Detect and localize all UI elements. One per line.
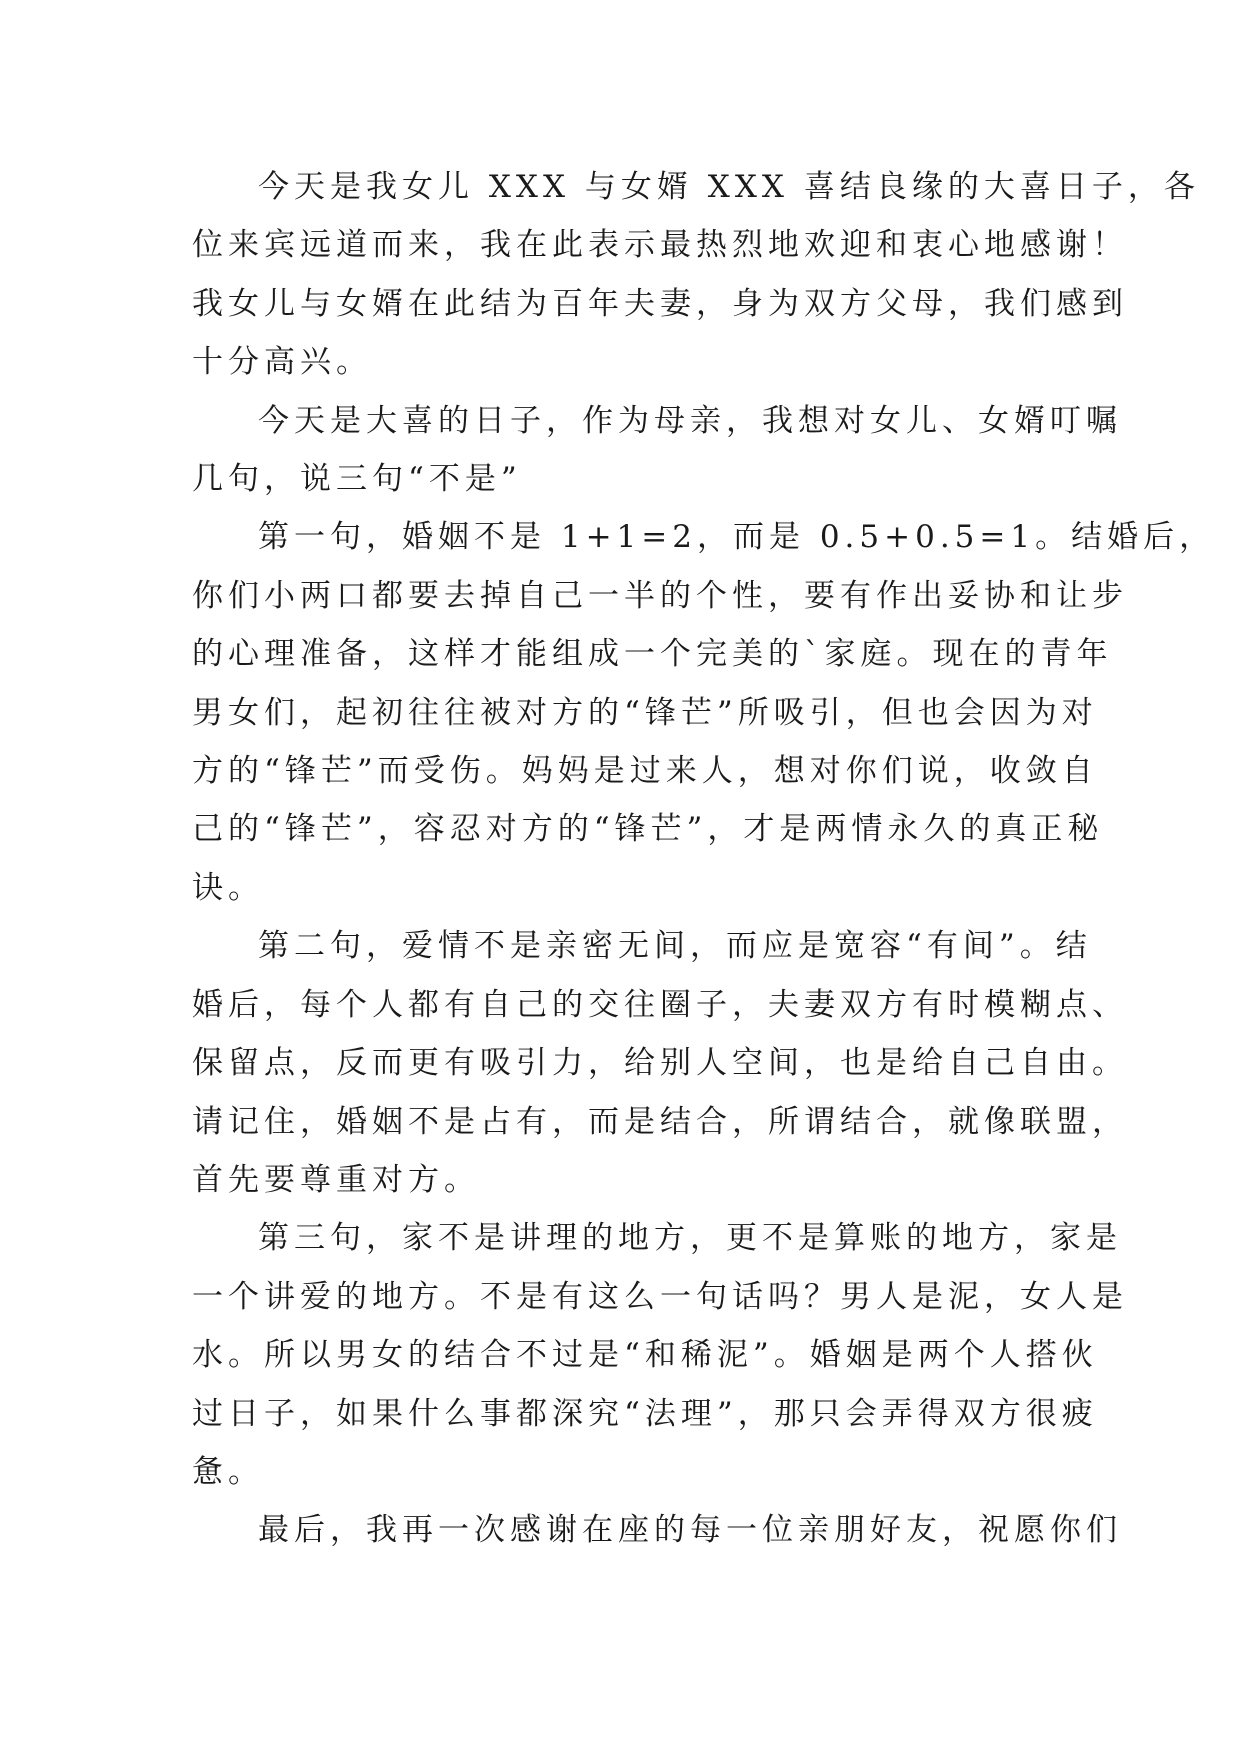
- text-line: 第三句，家不是讲理的地方，更不是算账的地方，家是: [258, 1220, 1122, 1257]
- text-line: 我女儿与女婿在此结为百年夫妻，身为双方父母，我们感到: [192, 285, 1128, 322]
- text-line: 婚后，每个人都有自己的交往圈子，夫妻双方有时模糊点、: [192, 986, 1128, 1023]
- text-line: 己的“锋芒”，容忍对方的“锋芒”，才是两情永久的真正秘: [192, 811, 1104, 848]
- paragraph-second-point: [192, 917, 1128, 1209]
- text-line: 诀。: [192, 869, 264, 906]
- text-line: 今天是大喜的日子，作为母亲，我想对女儿、女婿叮嘱: [258, 402, 1122, 439]
- text-line: 第一句，婚姻不是 1+1=2，而是 0.5+0.5=1。结婚后，: [258, 519, 1216, 556]
- text-line: 第二句，爱情不是亲密无间，而应是宽容“有间”。结: [258, 928, 1092, 965]
- paragraph-intro: [192, 392, 1122, 509]
- text-line: 过日子，如果什么事都深究“法理”，那只会弄得双方很疲: [192, 1395, 1098, 1432]
- speech-text: [192, 158, 1216, 1560]
- text-line: 一个讲爱的地方。不是有这么一句话吗？男人是泥，女人是: [192, 1278, 1128, 1315]
- text-line: 惫。: [192, 1453, 264, 1490]
- text-line: 你们小两口都要去掉自己一半的个性，要有作出妥协和让步: [192, 577, 1128, 614]
- text-line: 男女们，起初往往被对方的“锋芒”所吸引，但也会因为对: [192, 694, 1098, 731]
- paragraph-closing: [192, 1501, 1122, 1559]
- paragraph-third-point: [192, 1209, 1128, 1501]
- text-line: 的心理准备，这样才能组成一个完美的`家庭。现在的青年: [192, 636, 1113, 673]
- text-line: 最后，我再一次感谢在座的每一位亲朋好友，祝愿你们: [258, 1512, 1122, 1549]
- text-line: 方的“锋芒”而受伤。妈妈是过来人，想对你们说，收敛自: [192, 753, 1098, 790]
- text-line: 今天是我女儿 XXX 与女婿 XXX 喜结良缘的大喜日子，各: [258, 169, 1200, 205]
- text-line: 水。所以男女的结合不过是“和稀泥”。婚姻是两个人搭伙: [192, 1337, 1098, 1374]
- paragraph-welcome: [192, 158, 1200, 392]
- text-line: 位来宾远道而来，我在此表示最热烈地欢迎和衷心地感谢！: [192, 227, 1128, 264]
- text-line: 十分高兴。: [192, 344, 372, 381]
- text-line: 首先要尊重对方。: [192, 1161, 480, 1198]
- text-line: 几句，说三句“不是”: [192, 461, 522, 498]
- text-line: 请记住，婚姻不是占有，而是结合，所谓结合，就像联盟，: [192, 1103, 1128, 1140]
- paragraph-first-point: [192, 508, 1216, 917]
- text-line: 保留点，反而更有吸引力，给别人空间，也是给自己自由。: [192, 1045, 1128, 1082]
